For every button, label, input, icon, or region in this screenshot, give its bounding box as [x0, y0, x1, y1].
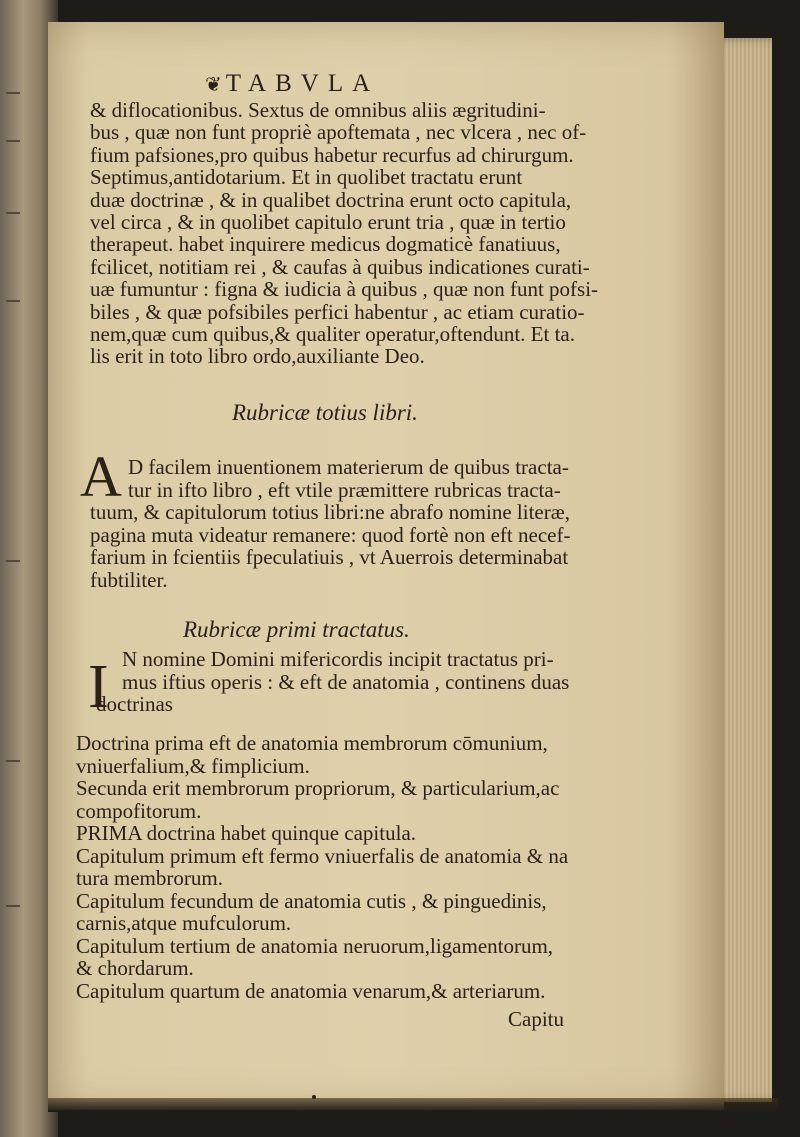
list-line: Capitulum primum eft fermo vniuerfalis de anatomia & na: [76, 843, 569, 868]
catchword: Capitu: [508, 1007, 564, 1031]
text-line: bus , quæ non funt propriè apoftemata , nec vlcera , nec of-: [90, 120, 587, 145]
text-line: biles , & quæ pofsibiles perfici habentur , ac etiam curatio-: [90, 299, 585, 324]
text-line: uæ fumuntur : figna & iudicia à quibus , quæ non funt pofsi-: [90, 277, 599, 302]
page-bottom-shadow: [48, 1098, 778, 1112]
list-line: Capitulum fecundum de anatomia cutis , & pinguedinis,: [76, 888, 547, 913]
list-line: tura membrorum.: [76, 866, 223, 890]
text-line: doctrinas: [96, 692, 173, 717]
text-line: & diflocationibus. Sextus de omnibus aliis ægritudini-: [90, 98, 546, 122]
text-line: nem,quæ cum quibus,& qualiter operatur,oftendunt. Et ta.: [90, 322, 575, 346]
text-line: tuum, & capitulorum totius libri:ne abrafo nomine literæ,: [90, 500, 570, 525]
text-line: therapeut. habet inquirere medicus dogmaticè fanatiuus,: [90, 232, 561, 257]
list-line: & chordarum.: [76, 956, 194, 980]
list-line: PRIMA doctrina habet quinque capitula.: [76, 821, 417, 845]
text-line: farium in fcientiis fpeculatiuis , vt Auerrois determinabat: [90, 545, 569, 570]
running-header: [205, 70, 379, 98]
list-line: vniuerfalium,& fimplicium.: [76, 753, 310, 778]
text-line: vel circa , & in quolibet capitulo erunt tria , quæ in tertio: [90, 210, 566, 234]
rubric-heading-primi: Rubricæ primi tractatus.: [183, 617, 410, 642]
text-line: fium pafsiones,pro quibus habetur recurfus ad chirurgum.: [90, 142, 574, 167]
text-line: D facilem inuentionem materierum de quibus tracta-: [128, 455, 569, 479]
text-line: fubtiliter.: [90, 568, 168, 592]
rubric-heading-totius: Rubricæ totius libri.: [232, 400, 418, 425]
fleuron-ornament: ❦: [205, 74, 222, 96]
text-line: tur in ifto libro , eft vtile præmittere rubricas tracta-: [128, 477, 561, 502]
text-line: pagina muta videatur remanere: quod fortè non eft necef-: [90, 522, 571, 547]
ink-speck: [312, 1095, 316, 1099]
text-line: duæ doctrinæ , & in qualibet doctrina erunt octo capitula,: [90, 187, 572, 212]
list-line: compofitorum.: [76, 798, 202, 823]
text-line: lis erit in toto libro ordo,auxiliante Deo.: [90, 344, 425, 369]
list-line: Doctrina prima eft de anatomia membrorum cōmunium,: [76, 731, 548, 755]
list-line: Secunda erit membrorum propriorum, & particularium,ac: [76, 776, 560, 800]
drop-capital-i: I: [88, 653, 109, 721]
list-line: Capitulum quartum de anatomia venarum,& arteriarum.: [76, 978, 546, 1003]
header-title: TABVLA: [225, 70, 380, 97]
text-line: Septimus,antidotarium. Et in quolibet tractatu erunt: [90, 165, 523, 190]
drop-capital-a: A: [80, 444, 122, 509]
list-line: carnis,atque mufculorum.: [76, 911, 292, 935]
text-line: fcilicet, notitiam rei , & caufas à quibus indicationes curati-: [90, 254, 590, 279]
text-line: N nomine Domini mifericordis incipit tractatus pri-: [122, 647, 554, 671]
list-line: Capitulum tertium de anatomia neruorum,ligamentorum,: [76, 933, 554, 958]
text-line: mus iftius operis : & eft de anatomia , continens duas: [122, 669, 570, 694]
